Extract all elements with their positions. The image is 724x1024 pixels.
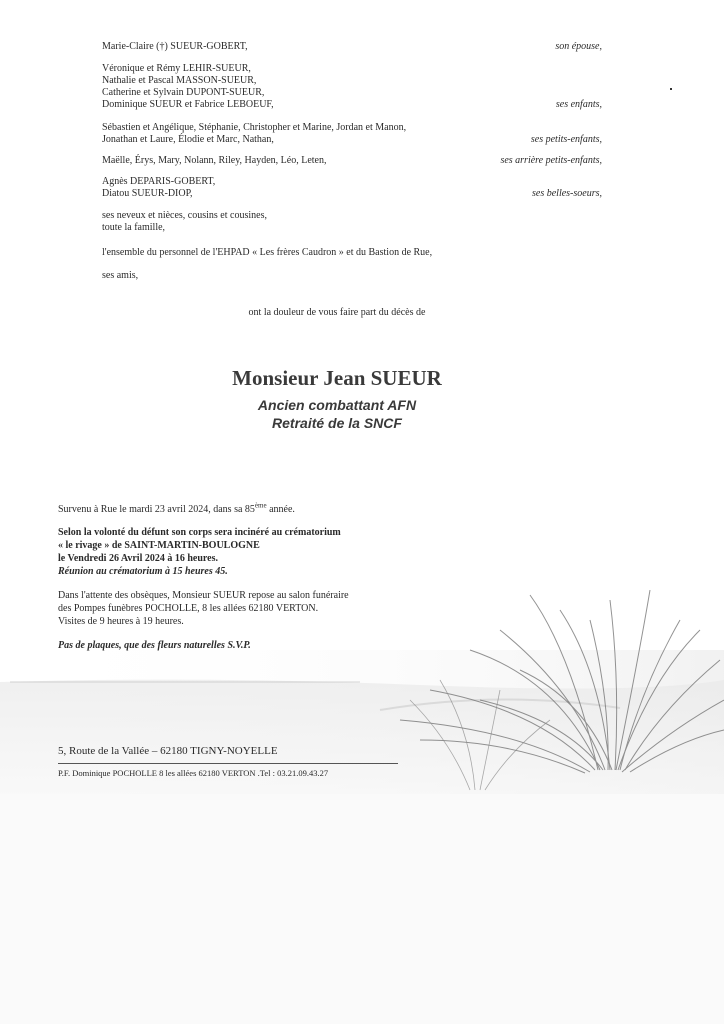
spouse-role: son épouse, — [555, 41, 602, 52]
death-info — [58, 501, 295, 516]
ceremony-line: le Vendredi 26 Avril 2024 à 16 heures. — [58, 553, 219, 564]
deceased-subtitle-1: Ancien combattant AFN — [257, 397, 417, 413]
grandchildren-role: ses petits-enfants, — [530, 134, 602, 145]
sisters-in-law-role: ses belles-soeurs, — [532, 188, 602, 199]
footer-divider — [58, 763, 398, 764]
death-info-text: Survenu à Rue le mardi 23 avril 2024, dans sa 85 — [58, 504, 255, 515]
ceremony-line: « le rivage » de SAINT-MARTIN-BOULOGNE — [58, 540, 260, 551]
child-name: Nathalie et Pascal MASSON-SUEUR, — [102, 75, 257, 86]
deceased-name: Monsieur Jean SUEUR — [232, 366, 442, 390]
resting-info: Dans l'attente des obsèques, Monsieur SUEUR repose au salon funéraire — [58, 590, 349, 601]
ceremony-gathering: Réunion au crématorium à 15 heures 45. — [58, 566, 228, 577]
death-info-end: année. — [266, 504, 295, 515]
scan-speck — [670, 88, 672, 90]
family-address: 5, Route de la Vallée – 62180 TIGNY-NOYELLE — [58, 745, 278, 757]
child-name: Catherine et Sylvain DUPONT-SUEUR, — [102, 87, 265, 98]
funeral-home-info: P.F. Dominique POCHOLLE 8 les allées 62180 VERTON .Tel : 03.21.09.43.27 — [58, 768, 329, 778]
great-grandchildren-names: Maëlle, Érys, Mary, Nolann, Riley, Hayden, Léo, Leten, — [102, 155, 327, 166]
resting-info: des Pompes funèbres POCHOLLE, 8 les allées 62180 VERTON. — [58, 603, 319, 614]
sister-in-law-name: Agnès DEPARIS-GOBERT, — [102, 176, 216, 187]
staff-line: l'ensemble du personnel de l'EHPAD « Les frères Caudron » et du Bastion de Rue, — [102, 247, 433, 258]
extended-family-line: toute la famille, — [102, 222, 166, 233]
grandchildren-names: Sébastien et Angélique, Stéphanie, Christopher et Marine, Jordan et Manon, — [102, 122, 407, 133]
deceased-subtitle-2: Retraité de la SNCF — [272, 415, 402, 431]
scanner-background — [0, 794, 724, 1024]
child-name: Dominique SUEUR et Fabrice LEBOEUF, — [102, 99, 274, 110]
extended-family-line: ses neveux et nièces, cousins et cousines, — [102, 210, 267, 221]
flowers-request: Pas de plaques, que des fleurs naturelles S.V.P. — [58, 640, 251, 651]
friends-line: ses amis, — [102, 270, 139, 281]
announcement-text: ont la douleur de vous faire part du décès de — [248, 307, 426, 318]
child-name: Véronique et Rémy LEHIR-SUEUR, — [102, 63, 251, 74]
visiting-hours: Visites de 9 heures à 19 heures. — [58, 616, 184, 627]
ceremony-line: Selon la volonté du défunt son corps sera incinéré au crématorium — [58, 527, 341, 538]
spouse-name: Marie-Claire (†) SUEUR-GOBERT, — [102, 41, 248, 52]
great-grandchildren-role: ses arrière petits-enfants, — [500, 155, 602, 166]
grandchildren-names: Jonathan et Laure, Élodie et Marc, Nathan, — [102, 134, 274, 145]
sister-in-law-name: Diatou SUEUR-DIOP, — [102, 188, 193, 199]
death-info-sup: ème — [254, 501, 267, 510]
children-role: ses enfants, — [555, 99, 602, 110]
